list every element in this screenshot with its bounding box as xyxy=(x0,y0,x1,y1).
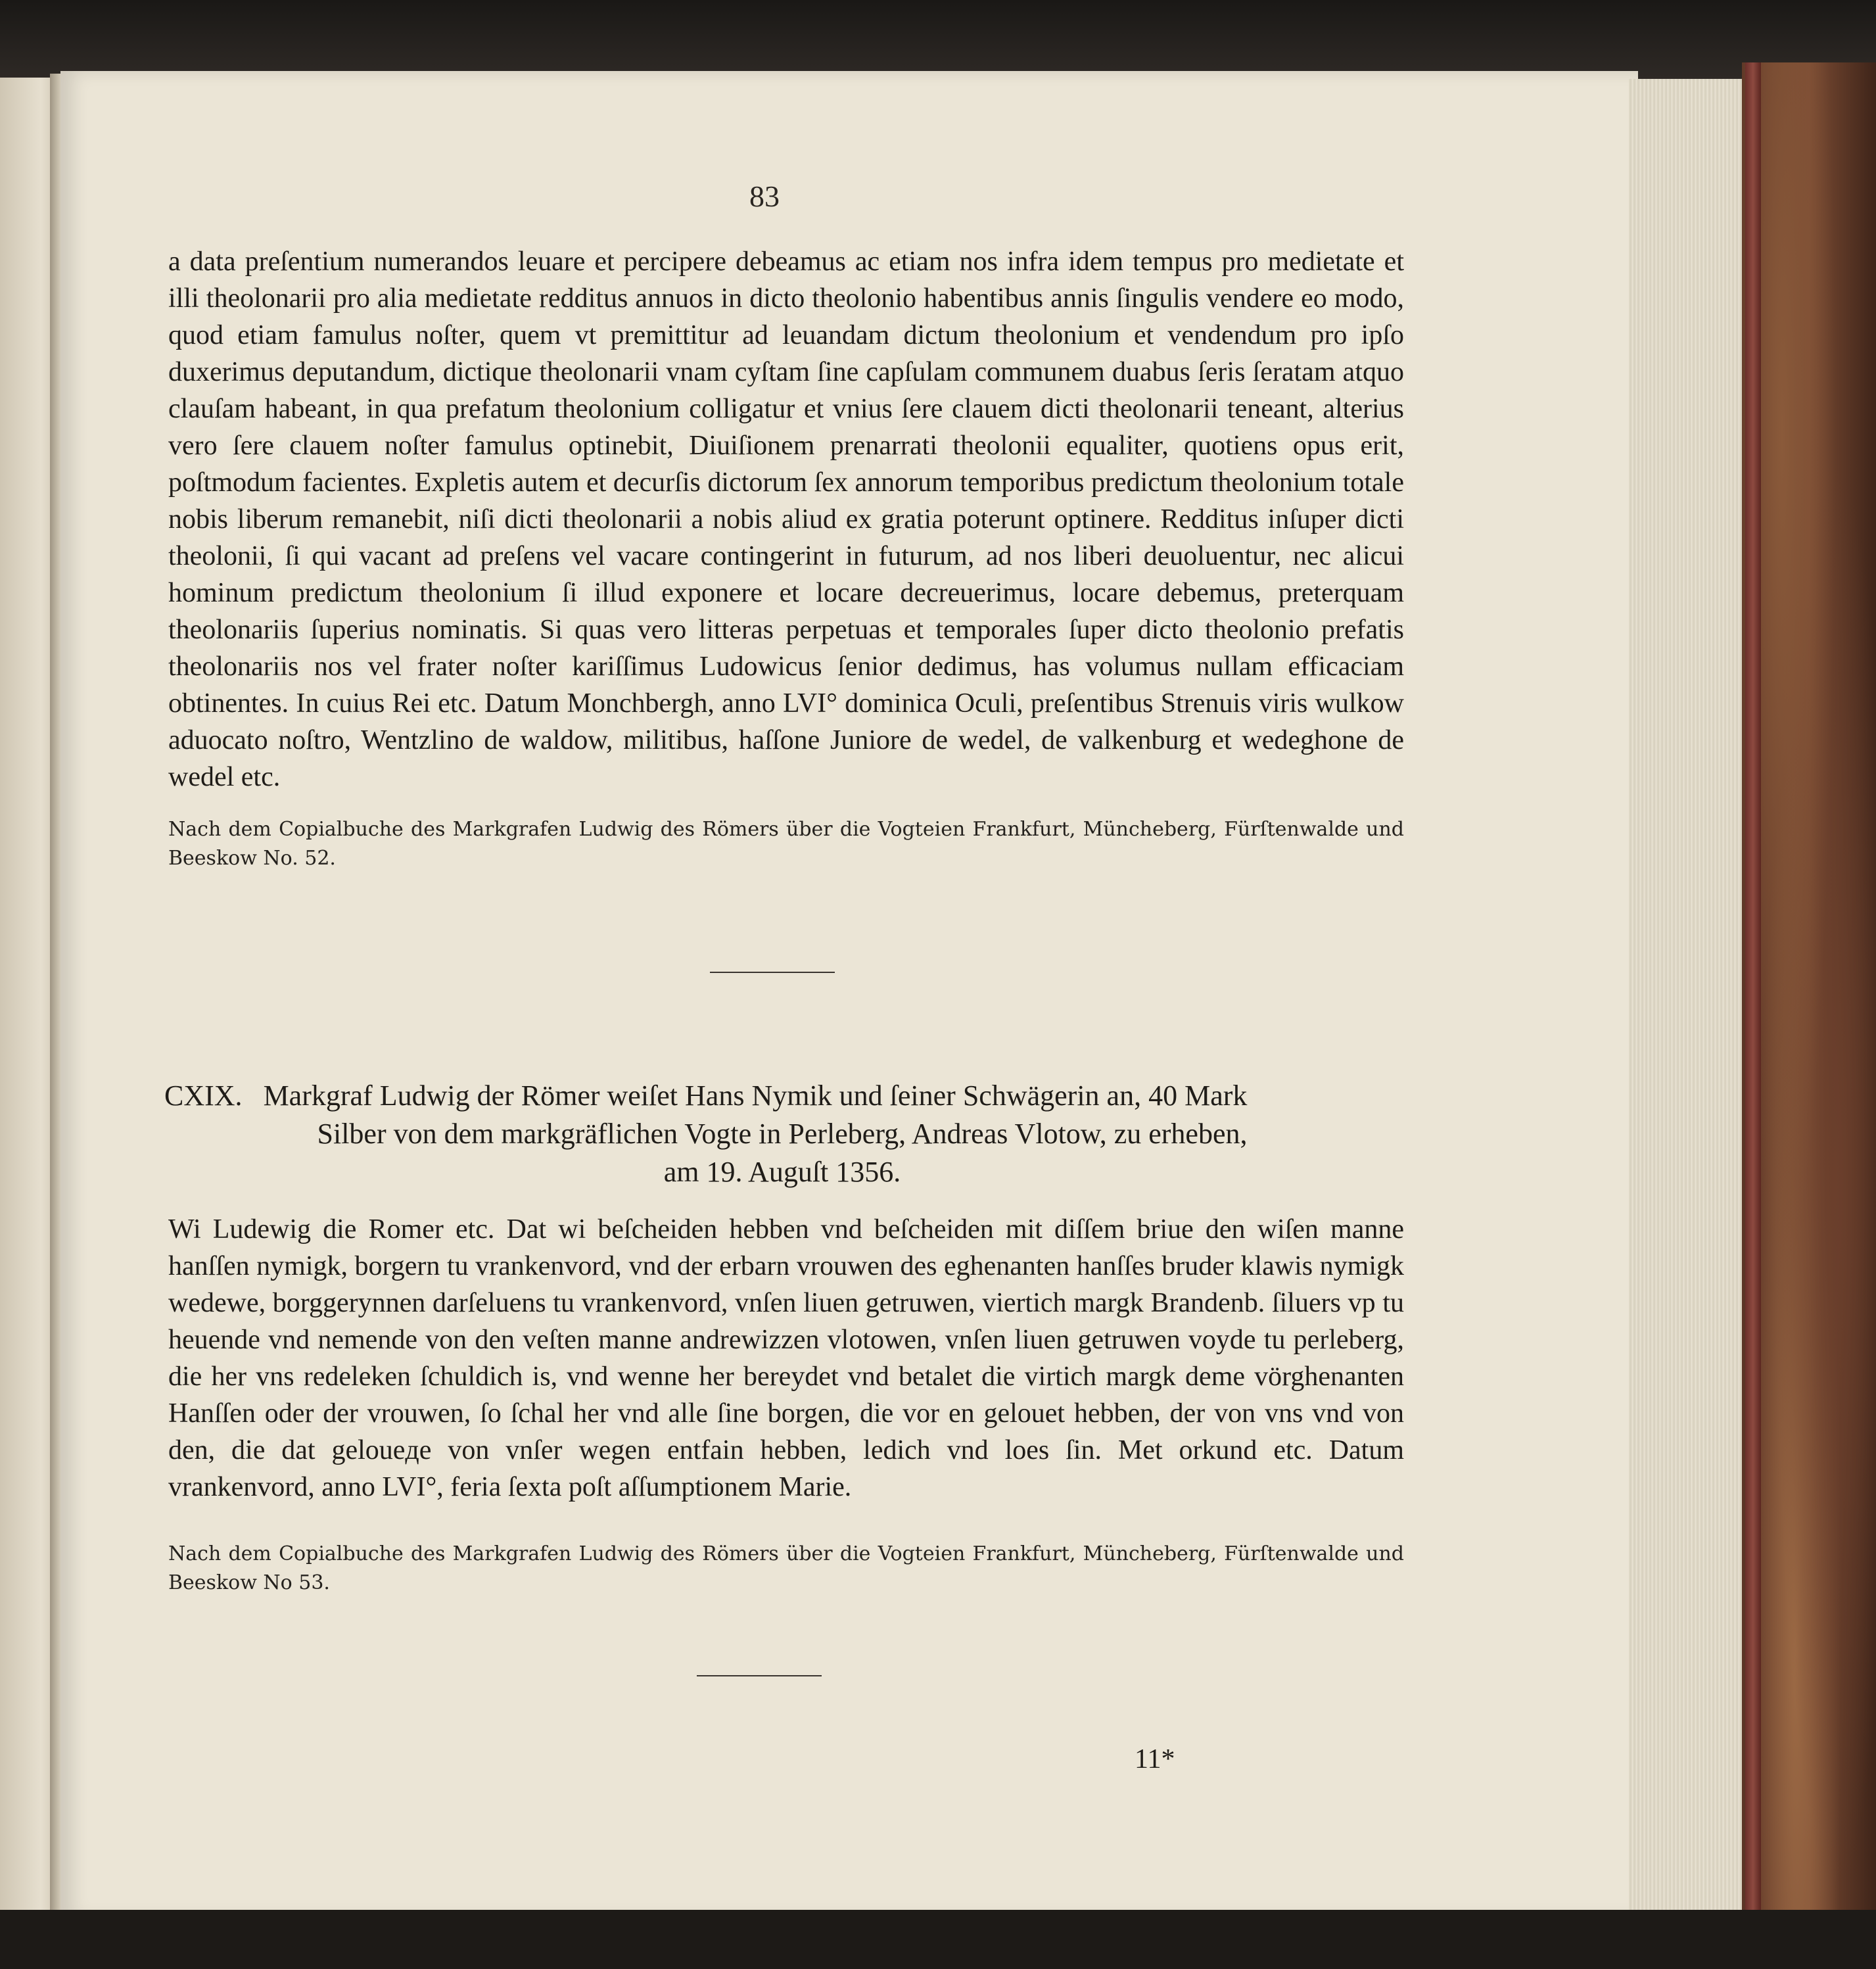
book-cover-top xyxy=(0,0,1876,82)
signature-mark: 11* xyxy=(1135,1744,1175,1774)
left-page-edge xyxy=(0,78,53,1912)
document-119-heading xyxy=(164,1077,1400,1191)
section-divider-bottom xyxy=(697,1675,822,1676)
page-number: 83 xyxy=(749,179,780,213)
marbled-cover-board xyxy=(1742,62,1876,1923)
page-fore-edge xyxy=(1629,79,1754,1913)
document-119-text: Wi Ludewig die Romer etc. Dat wi beſcheiden hebben vnd beſcheiden mit diſſem briue den wiſen manne hanſſen nymigk, borgern tu vrankenvord, vnd der erbarn vrouwen des eghenanten hanſſes bruder klawis nymigk wedewe, borggerynnen darſeluens tu vrankenvord, vnſen liuen getruwen, viertich margk Brandenb. ſiluers vp tu heuende vnd nemende von den veſten manne andrewizzen vlotowen, vnſen liuen getruwen voyde tu perleberg, die her vns redeleken ſchuldich is, vnd wenne her bereydet vnd betalet die virtich margk deme vörghenanten Hanſſen oder der vrouwen, ſo ſchal her vnd alle ſine borgen, die vor en gelouet hebben, der von vns vnd von den, die dat geloueде von vnſer wegen entfain hebben, ledich vnd loes ſin. Met orkund etc. Datum vrankenvord, anno LVI°, feria ſexta poſt aſſumptionem Marie. xyxy=(168,1214,1404,1502)
heading-line-1 xyxy=(164,1077,1400,1115)
bottom-background xyxy=(0,1910,1876,1969)
document-119-text-continued: a data preſentium numerandos leuare et percipere debeamus ac etiam nos infra idem tempus pro medietate et illi theolonarii pro alia medietate redditus annuos in dicto theolonio habentibus annis ſingulis vendere eo modo, quod etiam famulus noſter, quem vt premittitur ad leuandam dictum theolonium et vendendum pro ipſo duxerimus deputandum, dictique theolonarii vnam cyſtam ſine capſulam communem duabus ſeris ſeratam atquo clauſam habeant, in qua prefatum theolonium colligatur et vnius ſere clauem dicti theolonarii teneant, alterius vero ſere clauem noſter famulus optinebit, Diuiſionem prenarrati theolonii equaliter, quotiens opus erit, poſtmodum facientes. Expletis autem et decurſis dictorum ſex annorum temporibus predictum theolonium totale nobis liberum remanebit, niſi dicti theolonarii a nobis aliud ex gratia poterunt optinere. Redditus inſuper dicti theolonii, ſi qui vacant ad preſens vel vacare contingerint in futurum, ad nos liberi deuoluentur, nec alicui hominum predictum theolonium ſi illud exponere et locare decreuerimus, locare debemus, preterquam theolonariis ſuperius nominatis. Si quas vero litteras perpetuas et temporales ſuper dicto theolonio prefatis theolonariis nos vel frater noſter kariſſimus Ludowicus ſenior dedimus, has volumus nullam efficaciam obtinentes. In cuius Rei etc. Datum Monchbergh, anno LVI° dominica Oculi, preſentibus Strenuis viris wulkow aduocato noſtro, Wentzlino de waldow, militibus, haſſone Juniore de wedel, de valkenburg et wedeghone de wedel etc. xyxy=(168,247,1404,792)
heading-title-3: am 19. Auguſt 1356. xyxy=(663,1156,901,1188)
source-note-53: Nach dem Copialbuche des Markgrafen Ludwig des Römers über die Vogteien Frankfurt, Müncheberg, Fürſtenwalde und Beeskow No 53. xyxy=(168,1542,1404,1594)
document-number: CXIX. xyxy=(164,1079,243,1112)
cover-spine-edge xyxy=(1745,62,1761,1923)
source-note-52: Nach dem Copialbuche des Markgrafen Ludwig des Römers über die Vogteien Frankfurt, Müncheberg, Fürſtenwalde und Beeskow No. 52. xyxy=(168,818,1404,870)
heading-title-2: Silber von dem markgräflichen Vogte in Perleberg, Andreas Vlotow, zu erheben, xyxy=(317,1118,1248,1150)
section-divider xyxy=(710,972,835,973)
heading-title-1: Markgraf Ludwig der Römer weiſet Hans Nymik und ſeiner Schwägerin an, 40 Mark xyxy=(263,1079,1248,1112)
